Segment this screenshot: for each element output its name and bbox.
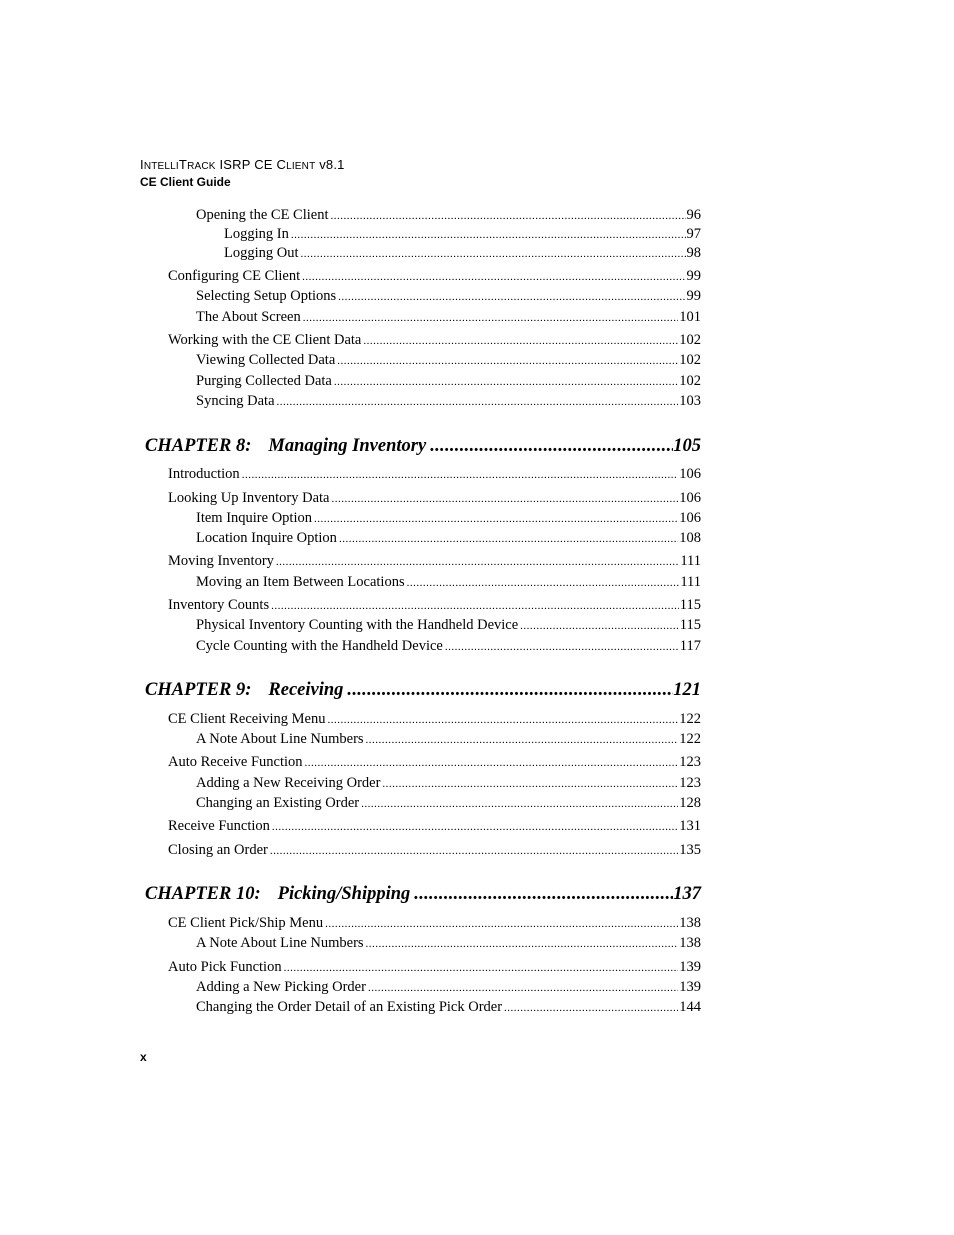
toc-chapter-9[interactable] — [145, 679, 701, 701]
toc-entry-title: The About Screen — [196, 309, 301, 325]
toc-entry[interactable] — [196, 529, 701, 548]
toc-entry[interactable] — [168, 267, 701, 286]
toc-entry-title: A Note About Line Numbers — [196, 935, 364, 951]
dot-leader — [334, 373, 678, 391]
dot-leader — [331, 207, 686, 225]
toc-entry[interactable] — [196, 351, 701, 370]
toc-entry[interactable] — [196, 372, 701, 391]
dot-leader — [338, 288, 685, 306]
toc-entry[interactable] — [196, 730, 701, 749]
toc-entry-page: 98 — [686, 245, 701, 261]
dot-leader — [331, 490, 678, 508]
dot-leader — [305, 754, 679, 772]
chapter-page: 121 — [673, 680, 701, 700]
toc-entry[interactable] — [168, 331, 701, 350]
chapter-page: 137 — [673, 884, 701, 904]
toc-entry-title: Configuring CE Client — [168, 268, 301, 284]
toc-entry-title: Viewing Collected Data — [196, 352, 336, 368]
running-header-title — [140, 157, 345, 172]
toc-entry-page: 128 — [679, 795, 701, 811]
toc-entry-page: 135 — [679, 842, 701, 858]
dot-leader — [339, 530, 678, 548]
toc-entry-title: Inventory Counts — [168, 597, 270, 613]
toc-entry-page: 103 — [679, 393, 701, 409]
toc-entry[interactable] — [196, 573, 701, 592]
toc-entry-title: Auto Pick Function — [168, 959, 282, 975]
chapter-page: 105 — [673, 436, 701, 456]
toc-entry-page: 96 — [686, 207, 701, 223]
toc-entry-page: 99 — [686, 288, 701, 304]
title-version: v8.1 — [315, 157, 345, 172]
dot-leader — [301, 245, 686, 263]
toc-entry-title: Auto Receive Function — [168, 754, 303, 770]
toc-entry[interactable] — [168, 958, 701, 977]
toc-entry-title: Cycle Counting with the Handheld Device — [196, 638, 443, 654]
chapter-number: CHAPTER 10: — [145, 884, 261, 904]
toc-entry[interactable] — [196, 206, 701, 225]
toc-entry-page: 138 — [679, 935, 701, 951]
chapter-number: CHAPTER 8: — [145, 436, 252, 456]
toc-entry-title: Receive Function — [168, 818, 270, 834]
title-mid: ISRP CE C — [215, 157, 287, 172]
toc-entry-title: Moving Inventory — [168, 553, 274, 569]
dot-leader — [366, 935, 679, 953]
toc-entry-title: Adding a New Picking Order — [196, 979, 366, 995]
toc-entry-title: Item Inquire Option — [196, 510, 312, 526]
toc-entry-page: 123 — [679, 754, 701, 770]
toc-entry-title: CE Client Receiving Menu — [168, 711, 326, 727]
toc-entry-title: Purging Collected Data — [196, 373, 332, 389]
toc-entry-title: Working with the CE Client Data — [168, 332, 362, 348]
toc-entry-page: 144 — [679, 999, 701, 1015]
dot-leader — [366, 731, 679, 749]
toc-entry[interactable] — [168, 817, 701, 836]
toc-entry-page: 99 — [686, 268, 701, 284]
toc-entry-title: Physical Inventory Counting with the Handheld Device — [196, 617, 519, 633]
toc-entry-title: A Note About Line Numbers — [196, 731, 364, 747]
toc-entry-page: 131 — [679, 818, 701, 834]
toc-entry-title: Looking Up Inventory Data — [168, 490, 330, 506]
dot-leader — [325, 915, 678, 933]
toc-entry-page: 102 — [679, 332, 701, 348]
toc-chapter-10[interactable] — [145, 883, 701, 905]
chapter-title: Managing Inventory — [268, 436, 427, 456]
dot-leader — [337, 352, 678, 370]
toc-entry-title: Logging Out — [224, 245, 299, 261]
toc-entry-page: 122 — [679, 731, 701, 747]
toc-entry[interactable] — [224, 225, 701, 244]
dot-leader — [303, 309, 679, 327]
toc-entry-page: 115 — [679, 597, 701, 613]
dot-leader — [314, 510, 678, 528]
dot-leader — [430, 435, 673, 457]
toc-entry-page: 138 — [679, 915, 701, 931]
dot-leader — [242, 466, 679, 484]
dot-leader — [271, 597, 679, 615]
dot-leader — [382, 775, 678, 793]
toc-entry-page: 139 — [679, 979, 701, 995]
toc-entry[interactable] — [168, 753, 701, 772]
toc-entry-title: Syncing Data — [196, 393, 275, 409]
dot-leader — [363, 332, 678, 350]
toc-entry[interactable] — [168, 914, 701, 933]
dot-leader — [277, 393, 679, 411]
dot-leader — [504, 999, 678, 1017]
running-header-subtitle: CE Client Guide — [140, 175, 231, 189]
toc-entry-page: 111 — [680, 553, 701, 569]
toc-entry-page: 122 — [679, 711, 701, 727]
toc-entry-title: Moving an Item Between Locations — [196, 574, 405, 590]
toc-entry-page: 108 — [679, 530, 701, 546]
dot-leader — [361, 795, 678, 813]
toc-entry-title: Adding a New Receiving Order — [196, 775, 381, 791]
chapter-title: Picking/Shipping — [277, 884, 411, 904]
toc-entry-page: 106 — [679, 510, 701, 526]
page-number: x — [140, 1050, 147, 1064]
toc-entry[interactable] — [196, 308, 701, 327]
dot-leader — [445, 638, 679, 656]
toc-entry[interactable] — [196, 287, 701, 306]
toc-entry[interactable] — [196, 998, 701, 1017]
toc-entry-title: Opening the CE Client — [196, 207, 329, 223]
title-i: I — [140, 157, 144, 172]
toc-entry-title: Location Inquire Option — [196, 530, 337, 546]
toc-entry-page: 102 — [679, 373, 701, 389]
dot-leader — [270, 842, 678, 860]
title-lient: LIENT — [286, 161, 316, 172]
toc-entry-page: 115 — [679, 617, 701, 633]
toc-entry-page: 101 — [679, 309, 701, 325]
toc-chapter-8[interactable] — [145, 435, 701, 457]
chapter-title: Receiving — [268, 680, 344, 700]
toc-entry-title: Introduction — [168, 466, 240, 482]
toc-entry-title: Changing an Existing Order — [196, 795, 360, 811]
toc-entry-page: 111 — [680, 574, 701, 590]
toc-entry-page: 139 — [679, 959, 701, 975]
dot-leader — [276, 553, 679, 571]
dot-leader — [291, 226, 686, 244]
toc-entry[interactable] — [196, 774, 701, 793]
toc-entry[interactable] — [224, 244, 701, 263]
title-t: T — [178, 157, 188, 172]
dot-leader — [407, 574, 680, 592]
toc-entry-page: 97 — [686, 226, 701, 242]
toc-entry[interactable] — [168, 710, 701, 729]
dot-leader — [347, 679, 673, 701]
toc-entry-page: 106 — [679, 490, 701, 506]
toc-entry-title: Selecting Setup Options — [196, 288, 337, 304]
toc-entry-page: 106 — [679, 466, 701, 482]
toc-entry[interactable] — [196, 616, 701, 635]
title-rack: RACK — [187, 161, 216, 172]
toc-entry-title: Closing an Order — [168, 842, 268, 858]
dot-leader — [327, 711, 678, 729]
toc-entry[interactable] — [168, 552, 701, 571]
toc-entry[interactable] — [168, 489, 701, 508]
toc-entry-page: 123 — [679, 775, 701, 791]
toc-entry[interactable] — [168, 841, 701, 860]
title-ntelli: NTELLI — [143, 161, 179, 172]
dot-leader — [520, 617, 679, 635]
toc-entry-page: 102 — [679, 352, 701, 368]
toc-entry[interactable] — [196, 934, 701, 953]
dot-leader — [272, 818, 678, 836]
toc-entry[interactable] — [168, 596, 701, 615]
toc-entry-title: Logging In — [224, 226, 289, 242]
toc-entry[interactable] — [196, 509, 701, 528]
dot-leader — [284, 959, 679, 977]
toc-entry-page: 117 — [679, 638, 701, 654]
dot-leader — [414, 883, 673, 905]
toc-entry[interactable] — [168, 465, 701, 484]
toc-entry-title: Changing the Order Detail of an Existing Pick Order — [196, 999, 503, 1015]
toc-entry[interactable] — [196, 392, 701, 411]
toc-entry-title: CE Client Pick/Ship Menu — [168, 915, 324, 931]
toc-entry[interactable] — [196, 794, 701, 813]
toc-entry[interactable] — [196, 978, 701, 997]
chapter-number: CHAPTER 9: — [145, 680, 252, 700]
toc-entry[interactable] — [196, 637, 701, 656]
dot-leader — [368, 979, 678, 997]
dot-leader — [302, 268, 685, 286]
